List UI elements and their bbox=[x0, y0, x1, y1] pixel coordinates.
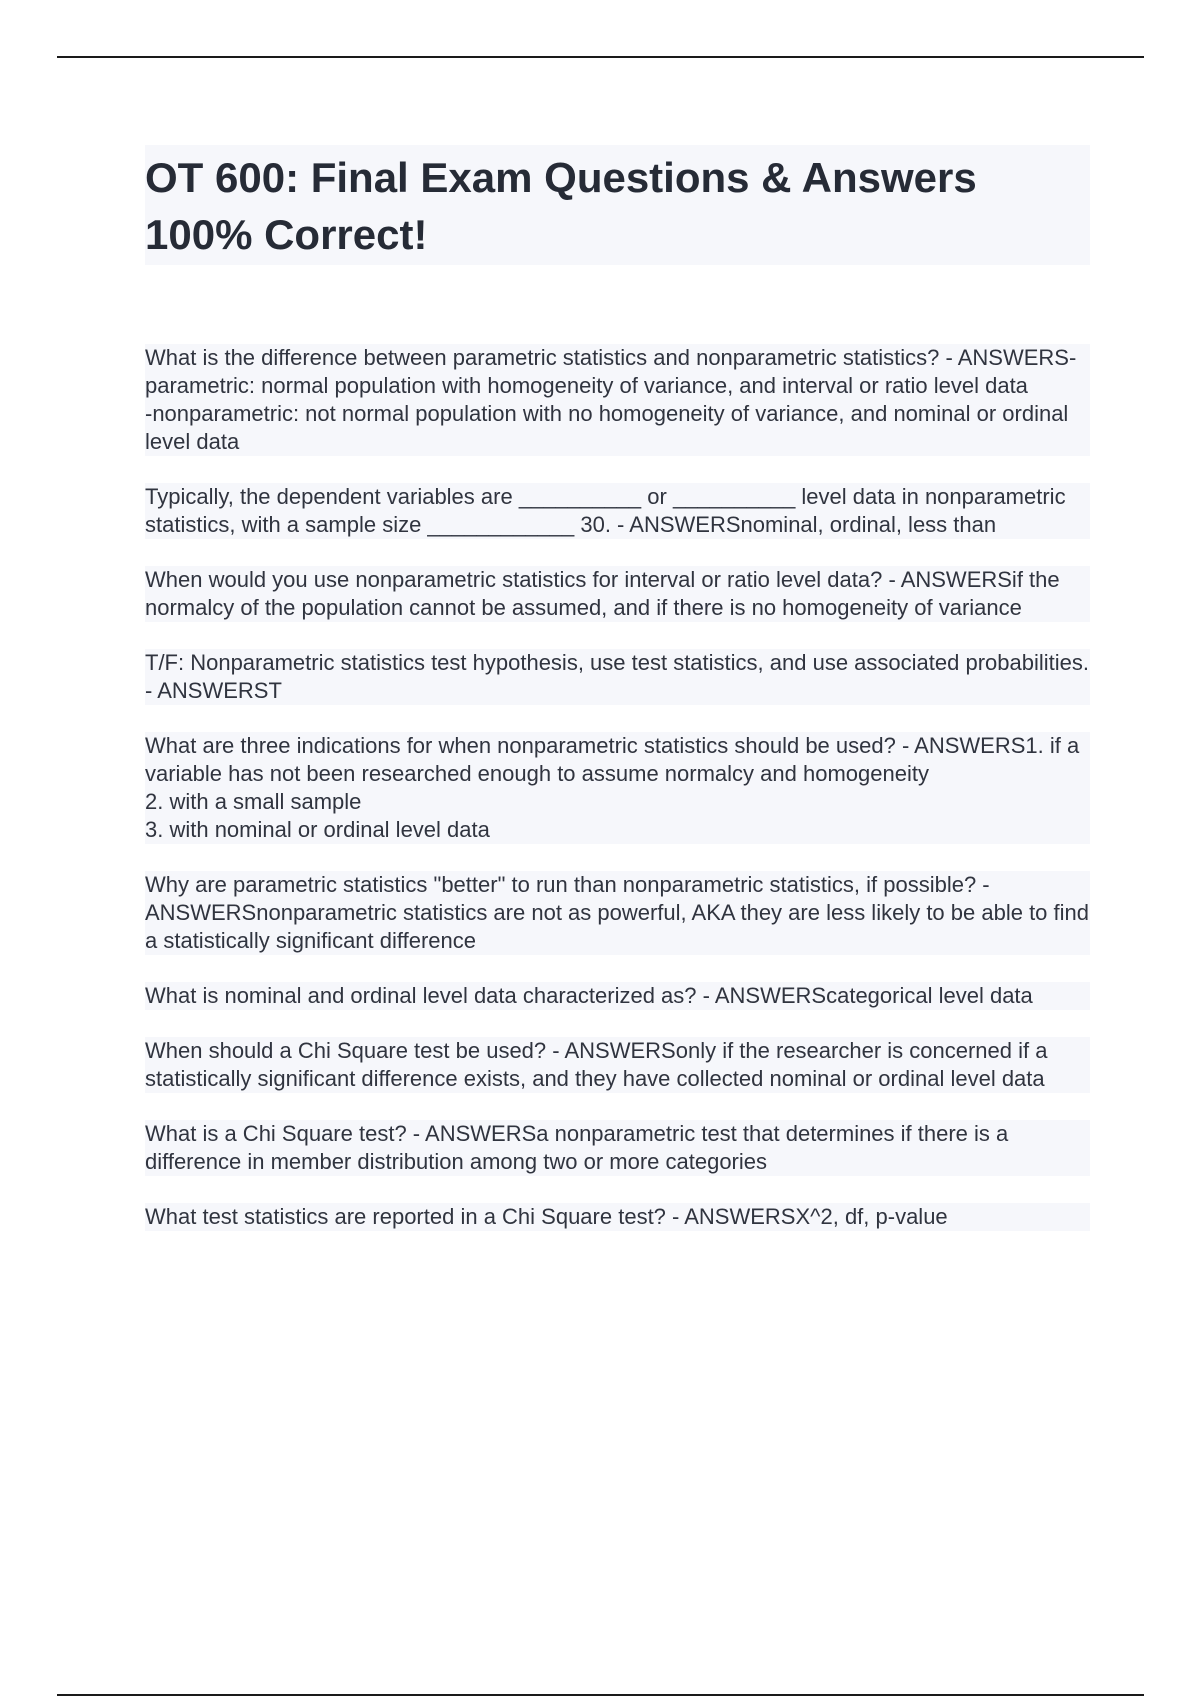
qa-entry: What is a Chi Square test? - ANSWERSa nonparametric test that determines if there is a difference in member distribution among two or more categories bbox=[145, 1120, 1090, 1176]
qa-entry: When should a Chi Square test be used? - ANSWERSonly if the researcher is concerned if a statistically significant difference exists, and they have collected nominal or ordinal level data bbox=[145, 1037, 1090, 1093]
qa-entry: T/F: Nonparametric statistics test hypothesis, use test statistics, and use associated probabilities. - ANSWERST bbox=[145, 650, 1089, 703]
qa-entry: What test statistics are reported in a Chi Square test? - ANSWERSX^2, df, p-value bbox=[145, 1203, 1090, 1231]
document-body bbox=[145, 145, 1090, 1258]
qa-list bbox=[145, 344, 1090, 1231]
qa-entry: Why are parametric statistics "better" to run than nonparametric statistics, if possible? - ANSWERSnonparametric statistics are not as powerful, AKA they are less likely to be able to find a statistically significant difference bbox=[145, 872, 1090, 953]
bottom-rule bbox=[57, 1694, 1144, 1696]
title-block bbox=[145, 145, 1090, 265]
qa-entry: What is nominal and ordinal level data characterized as? - ANSWERScategorical level data bbox=[145, 982, 1090, 1010]
qa-entry: What are three indications for when nonparametric statistics should be used? - ANSWERS1. if a variable has not been researched enough to assume normalcy and homogeneity 2. with a small sample 3. with nominal or ordinal level data bbox=[145, 732, 1090, 844]
qa-entry: Typically, the dependent variables are __________ or __________ level data in nonparametric statistics, with a sample size ____________ 30. - ANSWERSnominal, ordinal, less than bbox=[145, 483, 1090, 539]
document-title: OT 600: Final Exam Questions & Answers 100% Correct! bbox=[145, 154, 977, 258]
qa-entry: What is the difference between parametric statistics and nonparametric statistics? - ANSWERS-parametric: normal population with homogeneity of variance, and interval or ratio level data -nonparametric: not normal population with no homogeneity of variance, and nominal or ordinal level data bbox=[145, 344, 1090, 456]
top-rule bbox=[57, 56, 1144, 58]
qa-entry: When would you use nonparametric statistics for interval or ratio level data? - ANSWERSif the normalcy of the population cannot be assumed, and if there is no homogeneity of variance bbox=[145, 566, 1090, 622]
